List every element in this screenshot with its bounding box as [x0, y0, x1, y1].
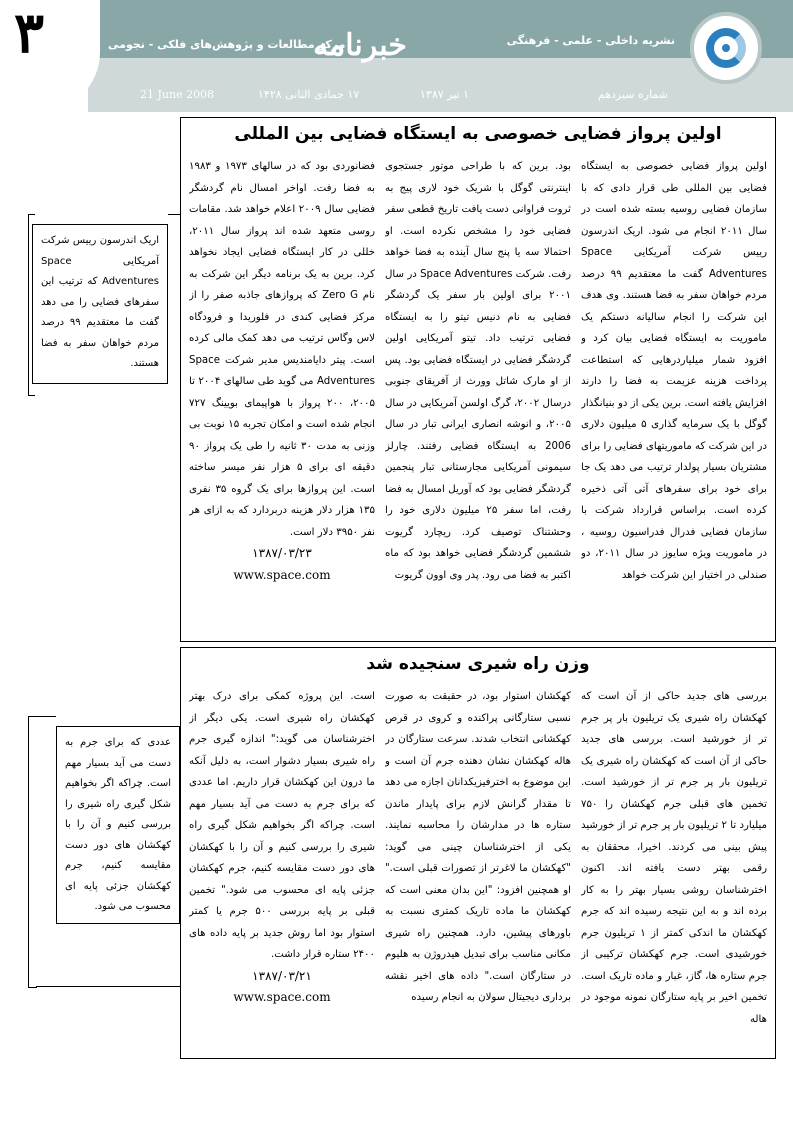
- article-column-left: [189, 686, 375, 1052]
- article-columns: [189, 156, 767, 635]
- article-columns: [189, 686, 767, 1052]
- article-date: ۱۳۸۷/۰۳/۲۱: [252, 968, 312, 983]
- article-column-right: [581, 686, 767, 1052]
- tagline-left: مرکز مطالعات و پژوهش‌های فلکی - نجومی: [108, 38, 346, 51]
- article-date: ۱۳۸۷/۰۳/۲۳: [252, 546, 312, 560]
- issue-number: شماره سیزدهم: [597, 88, 668, 101]
- center-logo-icon: [690, 12, 762, 84]
- article-milky-way: [180, 647, 776, 1059]
- article-text: کهکشان استوار بود، در حقیقت به صورت نسبی ستارگانی پراکنده و کروی در قرص کهکشانی انتخاب شدند. سرعت ستارگان در هاله کهکشان نشان دهنده جرم آن است و این موضوع به اخترفیزیکدانان اجازه می دهد تا مقدار گرانش لازم برای پایدار ماندن ستاره ها در مدارشان را محاسبه نمایند. یکی از اخترشناسان چینی می گوید: "کهکشان ما لاغرتر از تصورات قبلی است." او همچنین افزود: "این بدان معنی است که کهکشان ما ماده تاریک کمتری نسبت به باورهای پیشین، دارد. همچنین راه شیری مکانی مناسب برای تبدیل هیدروژن به هلیوم در ستارگان است." داده های اخیر نقشه برداری دیجیتال سولان به انجام رسیده: [385, 691, 571, 1003]
- date-gregorian: 21 June 2008: [140, 88, 215, 101]
- date-hijri: ۱۷ جمادی الثانی ۱۴۲۸: [258, 88, 360, 101]
- page-number: ۳: [14, 0, 45, 66]
- masthead: خبرنامه: [313, 28, 407, 63]
- article-column-middle: [385, 686, 571, 1052]
- logo-dot-icon: [722, 44, 730, 52]
- article-text: اولین پرواز فضایی خصوصی به ایستگاه فضایی بین المللی طی قرار دادی که با سازمان فضایی روسیه بسته شده است در سال ۲۰۱۱ انجام می شود. اریک اندرسون رییس شرکت آمریکایی Space Adventures گفت ما معتقدیم ۹۹ درصد مردم خواهان سفر به فضا هستند. وی هدف این شرکت را انجام سالیانه دستکم یک ماموریت به ایستگاه فضایی بیان کرد و افزود شمار میلیاردرهایی که استطاعت پرداخت هزینه عزیمت به فضا را دارند افزایش یافته است. برین یکی از دو بنیانگذار گوگل با یک سرمایه گذاری ۵ میلیون دلاری در این شرکت که ماموریتهای فضایی را برای مشتریان بسیار پولدار ترتیب می دهد یک جا برای خود برای سفرهای آتی آتی ذخیره کرده است. براساس قرارداد شرکت با سازمان فضایی فدرال فدراسیون روسیه ، در ماموریت ویژه سایوز در سال ۲۰۱۱، دو صندلی در اختیار این شرکت خواهد: [581, 161, 767, 581]
- article-column-left: [189, 156, 375, 635]
- article-title: اولین پرواز فضایی خصوصی به ایستگاه فضایی بین المللی: [234, 124, 722, 144]
- pull-quote: عددی که برای جرم به دست می آید بسیار مهم است. چراکه اگر بخواهیم شکل گیری راه شیری را بررسی کنیم و آن را با کهکشان های دور دست مقایسه کنیم، جرم کهکشان جزئی پایه ای محسوب می شود.: [56, 726, 180, 924]
- article-space-flight: [180, 117, 776, 642]
- article-title: وزن راه شیری سنجیده شد: [366, 654, 590, 674]
- article-text: فضانوردی بود که در سالهای ۱۹۷۳ و ۱۹۸۳ به فضا رفت. اواخر امسال نام گردشگر فضایی سال ۲۰۰۹ اعلام خواهد شد. مقامات روسی متعهد شده اند پرواز سال ۲۰۱۱، خللی در کار ایستگاه فضایی ایجاد نخواهد کرد. برین به یک برنامه دیگر این شرکت به نام Zero G که پروازهای جاذبه صفر را از مرکز فضایی کندی در فلوریدا و فرودگاه لاس وگاس ترتیب می دهد کمک مالی کرده است. پیتر دایامندیس مدیر شرکت Space Adventures می گوید طی سالهای ۲۰۰۴ تا ۲۰۰۵، ۲۰۰ پرواز با هواپیمای بویینگ ۷۲۷ انجام شده است و امکان تجربه ۱۵ نوبت بی وزنی به مدت ۳۰ ثانیه را طی یک پرواز ۹۰ دقیقه ای برای ۵ هزار نفر میسر ساخته است. این پروازها برای یک گروه ۳۵ نفری ۱۳۵ هزار دلار هزینه دربردارد که به ازای هر نفر ۳۹۵۰ دلار است.: [189, 161, 375, 538]
- newsletter-header: [0, 0, 793, 112]
- article-source: www.space.com: [233, 990, 331, 1004]
- callout-connector: [168, 214, 180, 215]
- article-source: www.space.com: [233, 567, 331, 582]
- callout-connector: [36, 986, 180, 987]
- article-column-right: [581, 156, 767, 635]
- callout-connector: [36, 716, 56, 717]
- pull-quote: اریک اندرسون رییس شرکت آمریکایی Space Adventures که ترتیب این سفرهای فضایی را می دهد گفت ما معتقدیم ۹۹ درصد مردم خواهان سفر به فضا هستند.: [32, 224, 168, 384]
- article-text: بود. برین که با طراحی موتور جستجوی اینترنتی گوگل با شریک خود لاری پیج به ثروت فراوانی دست یافت تاریخ قطعی سفر فضایی خود را مشخص نکرده است. او احتمالا سه یا پنج سال آینده به فضا خواهد رفت. شرکت Space Adventures در سال ۲۰۰۱ برای اولین بار سفر یک گردشگر فضایی به نام دنیس تیتو را به ایستگاه فضایی ترتیب داد. تیتو آمریکایی اولین گردشگر فضایی در ایستگاه فضایی بود. پس از او مارک شاتل وورث از آفریقای جنوبی درسال ۲۰۰۲، گرگ اولسن آمریکایی در سال ۲۰۰۵، و انوشه انصاری ایرانی تبار در سال 2006 به ایستگاه فضایی رفتند. چارلز سیمونی آمریکایی مجارستانی تبار پنجمین گردشگر فضایی بود که آوریل امسال به فضا رفت، اما سفر ۲۵ میلیون دلاری خود را وحشتناک توصیف کرد. ریچارد گریوت ششمین گردشگر فضایی خواهد بود که ماه اکتبر به فضا می رود. پدر وی اوون گریوت: [385, 161, 571, 581]
- article-text: بررسی های جدید حاکی از آن است که کهکشان راه شیری یک تریلیون بار پر جرم تر از خورشید است. بررسی های جدید حاکی از آن است که کهکشان راه شیری یک تریلیون بار پر جرم تر از خورشید است. تخمین های قبلی جرم کهکشان را ۷۵۰ میلیارد تا ۲ تریلیون بار پر جرم تر از خورشید پیش بینی می کردند. اخیرا، محققان به رقمی بهتر دست یافته اند. اکنون اخترشناسان روشی بسیار بهتر را به کار برده اند و به این نتیجه رسیده اند که جرم کهکشان ما اندکی کمتر از ۱ تریلیون جرم خورشیدی است. جرم کهکشان ترکیبی از جرم ستاره ها، گاز، غبار و ماده تاریک است. تخمین اخیر بر پایه ستارگان نمونه موجود در هاله: [581, 691, 767, 1025]
- tagline-right: نشریه داخلی - علمی - فرهنگی: [506, 34, 675, 47]
- date-persian: ۱ تیر ۱۳۸۷: [420, 88, 470, 101]
- callout-bracket: [28, 716, 37, 988]
- article-text: است. این پروژه کمکی برای درک بهتر کهکشان راه شیری است. یکی دیگر از اخترشناسان می گوید:" اندازه گیری جرم راه شیری بسیار دشوار است، به دلیل آنکه ما درون این کهکشان قرار داریم. اما عددی که برای جرم به دست می آید بسیار مهم است. چراکه اگر بخواهیم شکل گیری راه شیری را بررسی کنیم و آن را با کهکشان های دور دست مقایسه کنیم، جرم کهکشان جزئی پایه ای محسوب می شود." تخمین قبلی بر پایه بررسی ۵۰۰ جرم یا کمتر استوار بود اما روش جدید بر پایه داده های ۲۴۰۰ ستاره قرار داشت.: [189, 691, 375, 960]
- article-column-middle: [385, 156, 571, 635]
